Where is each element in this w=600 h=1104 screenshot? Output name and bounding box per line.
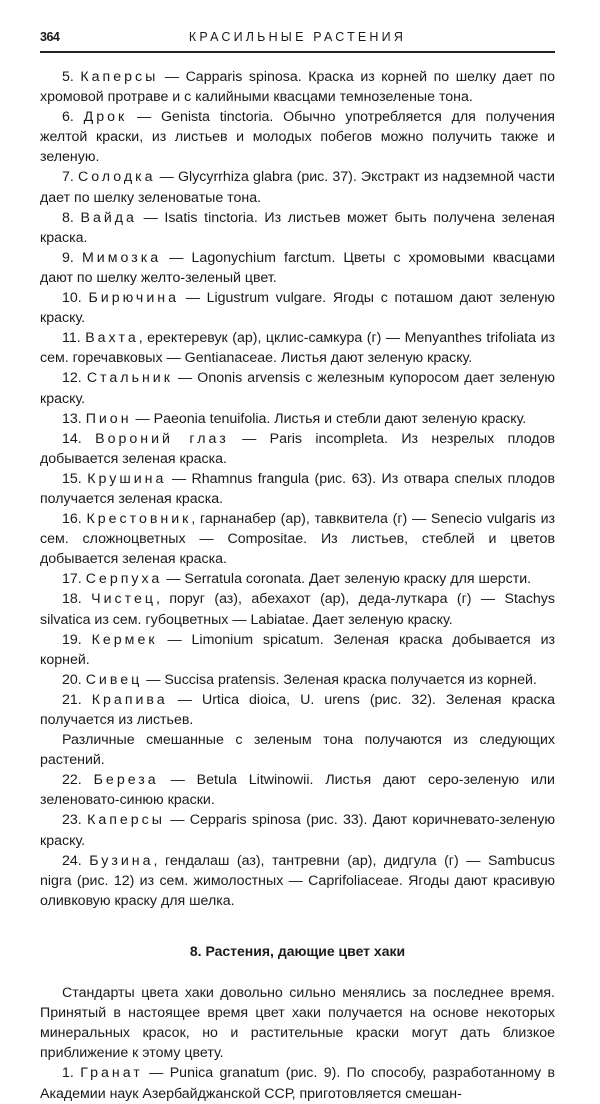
- plant-name: Гранат: [80, 1065, 143, 1082]
- plant-name: Дрок: [83, 109, 128, 126]
- entry-paragraph: 5. Каперсы — Capparis spinosa. Краска из корней по шелку дает по хромовой протраве и с калийными квасцами темнозеленые тона.: [40, 69, 555, 106]
- entry-paragraph: 16. Крестовник, гарнанабер (ар), тавквитела (г) — Senecio vulgaris из сем. сложноцветных — Compositae. Из листьев, стеблей и цветов добывается зеленая краска.: [40, 511, 555, 568]
- entry-paragraph: 15. Крушина — Rhamnus frangula (рис. 63). Из отвара спелых плодов получается зеленая краска.: [40, 470, 555, 507]
- green-dye-list: [40, 67, 555, 730]
- entry-paragraph: 19. Кермек — Limonium spicatum. Зеленая краска добывается из корней.: [40, 631, 555, 668]
- entry-paragraph: 12. Стальник — Ononis arvensis с железным купоросом дает зеленую краску.: [40, 370, 555, 407]
- section-intro-paragraph: Стандарты цвета хаки довольно сильно менялись за последнее время. Принятый в настоящее время цвет хаки получается на основе некоторых минеральных красок, но и растительные краски могут дать близкое приближение к этому цвету.: [40, 985, 555, 1062]
- plant-name: Кермек: [91, 631, 158, 648]
- plant-name: Мимозка: [81, 249, 162, 266]
- running-head: [40, 30, 555, 50]
- plant-name: Стальник: [86, 370, 173, 387]
- plant-name: Бузина: [89, 852, 154, 869]
- entry-paragraph: 10. Бирючина — Ligustrum vulgare. Ягоды с поташом дают зеленую краску.: [40, 290, 555, 327]
- entry-paragraph: 24. Бузина, гендалаш (аз), тантревни (ар), дидгула (г) — Sambucus nigra (рис. 12) из сем. жимолостных — Caprifoliaceae. Ягоды дают красивую оливковую краску для шелка.: [40, 852, 555, 909]
- plant-name: Бирючина: [88, 290, 179, 307]
- plant-name: Пион: [85, 410, 132, 427]
- plant-name: Чистец: [91, 591, 156, 608]
- entry-paragraph: 17. Серпуха — Serratula coronata. Дает зеленую краску для шерсти.: [62, 571, 532, 588]
- entry-paragraph: 1. Гранат — Punica granatum (рис. 9). По способу, разработанному в Академии наук Азербайджанской ССР, приготовляется смешан-: [40, 1065, 555, 1102]
- plant-name: Вороний глаз: [95, 430, 229, 447]
- entry-paragraph: 11. Вахта, еректеревук (ар), цклис-самкура (г) — Menyanthes trifoliata из сем. горечавковых — Gentianaceae. Листья дают зеленую краску.: [40, 330, 555, 367]
- page-number: 364: [40, 30, 60, 44]
- entry-paragraph: 22. Береза — Betula Litwinowii. Листья дают серо-зеленую или зеленовато-синюю краски.: [40, 772, 555, 809]
- plant-name: Крестовник: [86, 511, 192, 528]
- plant-name: Каперсы: [87, 812, 165, 829]
- entry-paragraph: 21. Крапива — Urtica dioica, U. urens (рис. 32). Зеленая краска получается из листьев.: [40, 691, 555, 728]
- section-heading: 8. Растения, дающие цвет хаки: [189, 942, 406, 959]
- page-body: [40, 67, 555, 1104]
- plant-name: Каперсы: [80, 69, 159, 85]
- plant-name: Крапива: [91, 691, 168, 708]
- plant-name: Вайда: [80, 209, 137, 226]
- running-title: КРАСИЛЬНЫЕ РАСТЕНИЯ: [188, 30, 407, 44]
- mixed-dye-list: [40, 770, 555, 911]
- plant-name: Крушина: [87, 470, 167, 487]
- entry-paragraph: 6. Дрок — Genista tinctoria. Обычно употребляется для получения желтой краски, из листьев и молодых побегов можно получить также и зеленую.: [40, 109, 555, 166]
- plant-name: Сивец: [85, 671, 143, 688]
- entry-paragraph: 14. Вороний глаз — Paris incompleta. Из незрелых плодов добывается зеленая краска.: [40, 430, 555, 467]
- plant-name: Береза: [93, 772, 159, 789]
- plant-name: Солодка: [77, 169, 156, 186]
- entry-paragraph: 9. Мимозка — Lagonychium farctum. Цветы с хромовыми квасцами дают по шелку желто-зеленый цвет.: [40, 249, 555, 286]
- entry-paragraph: 8. Вайда — Isatis tinctoria. Из листьев может быть получена зеленая краска.: [40, 209, 555, 246]
- entry-paragraph: 20. Сивец — Succisa pratensis. Зеленая краска получается из корней.: [62, 671, 537, 688]
- plant-name: Серпуха: [85, 571, 163, 588]
- header-rule: [40, 51, 555, 53]
- entry-paragraph: 7. Солодка — Glycyrrhiza glabra (рис. 37). Экстракт из надземной части дает по шелку зеленоватые тона.: [40, 169, 555, 206]
- plant-name: Вахта: [85, 330, 139, 347]
- mixed-intro-paragraph: Различные смешанные с зеленым тона получаются из следующих растений.: [40, 732, 555, 769]
- entry-paragraph: 23. Каперсы — Cepparis spinosa (рис. 33). Дают коричневато-зеленую краску.: [40, 812, 555, 849]
- entry-paragraph: 18. Чистец, поруг (аз), абехахот (ар), деда-луткара (г) — Stachys silvatica из сем. губоцветных — Labiatae. Дает зеленую краску.: [40, 591, 555, 628]
- entry-paragraph: 13. Пион — Paeonia tenuifolia. Листья и стебли дают зеленую краску.: [62, 410, 527, 427]
